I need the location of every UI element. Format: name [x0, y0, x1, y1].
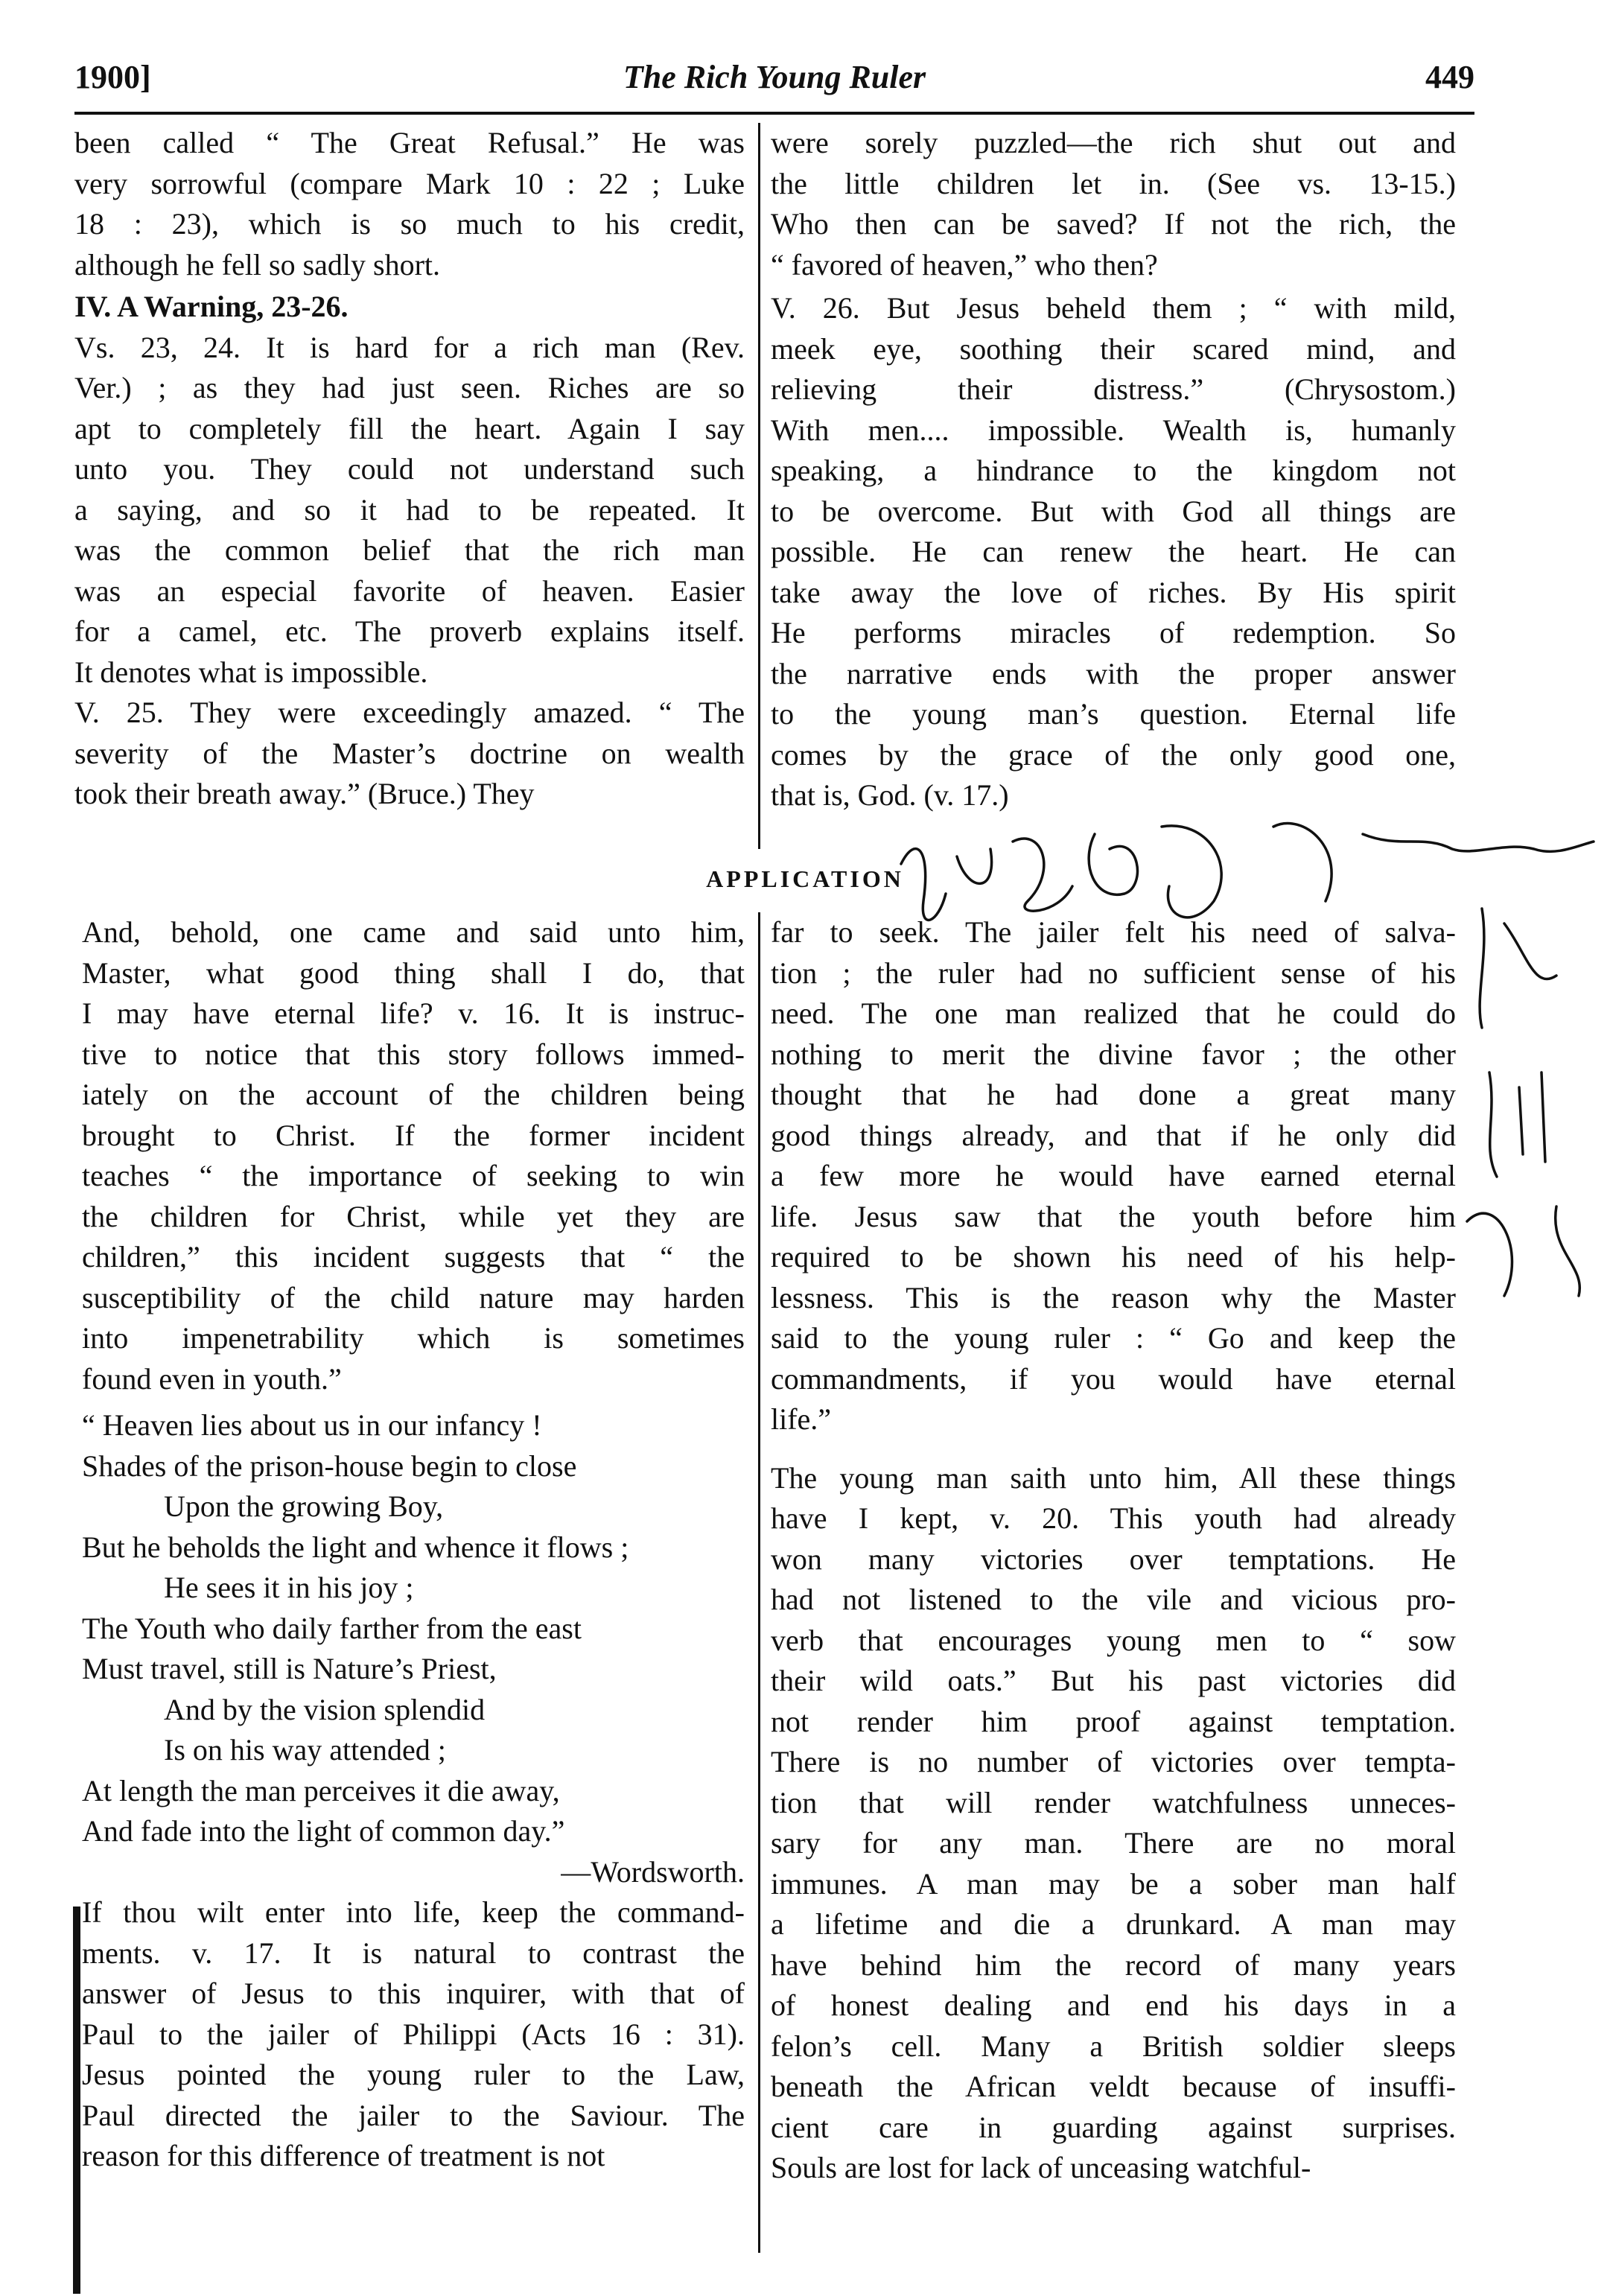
text-line: take away the love of riches. By His spirit: [771, 575, 1456, 609]
text-line: unto you. They could not understand such: [74, 452, 745, 486]
section-iv-paragraph: [74, 328, 745, 693]
text-line: commandments, if you would have eternal: [771, 1361, 1456, 1396]
text-line: thought that he had done a great many: [771, 1078, 1456, 1111]
poem-line: And by the vision splendid: [164, 1692, 486, 1726]
text-line: severity of the Master’s doctrine on wealth: [74, 736, 745, 770]
header-year: 1900]: [74, 59, 151, 95]
text-line: meek eye, soothing their scared mind, and: [771, 331, 1456, 366]
text-line: for a camel, etc. The proverb explains itself.: [74, 614, 745, 648]
text-line: good things already, and that if he only did: [771, 1118, 1456, 1152]
text-line: Paul directed the jailer to the Saviour. The: [82, 2098, 745, 2132]
section-heading: IV. A Warning, 23-26.: [74, 290, 349, 323]
text-line: sary for any man. There are no moral: [771, 1826, 1456, 1860]
text-line: found even in youth.”: [82, 1361, 342, 1396]
poem-line: He sees it in his joy ;: [164, 1571, 414, 1604]
text-line: the children for Christ, while yet they are: [82, 1199, 745, 1233]
application-right-paragraph: [771, 912, 1456, 1440]
upper-right-column: [771, 123, 1456, 816]
text-line: There is no number of victories over tempta-: [771, 1745, 1456, 1778]
binding-shadow: [73, 1907, 80, 2294]
text-line: have behind him the record of many years: [771, 1947, 1456, 1982]
text-line: cient care in guarding against surprises.: [771, 2110, 1456, 2144]
text-line: their wild oats.” But his past victories did: [771, 1664, 1456, 1697]
text-line: a lifetime and die a drunkard. A man may: [771, 1907, 1456, 1941]
text-line: verb that encourages young men to “ sow: [771, 1623, 1456, 1657]
poem-line: At length the man perceives it die away,: [82, 1773, 560, 1807]
text-line: speaking, a hindrance to the kingdom not: [771, 454, 1456, 487]
text-line: Jesus pointed the young ruler to the Law,: [82, 2058, 745, 2091]
text-line: brought to Christ. If the former incident: [82, 1118, 745, 1152]
text-line: tion ; the ruler had no sufficient sense of his: [771, 955, 1456, 990]
application-left-paragraph: [82, 912, 745, 1399]
poem-attribution: —Wordsworth.: [561, 1854, 745, 1889]
poem-line: Must travel, still is Nature’s Priest,: [82, 1652, 497, 1685]
text-line: was the common belief that the rich man: [74, 533, 745, 567]
header-title: The Rich Young Ruler: [623, 59, 926, 95]
text-line: felon’s cell. Many a British soldier sleeps: [771, 2029, 1456, 2063]
application-right-paragraph-2: [771, 1458, 1456, 2189]
text-line: had not listened to the vile and vicious pro-: [771, 1583, 1456, 1616]
text-line: Who then can be saved? If not the rich, the: [771, 207, 1456, 241]
text-line: Vs. 23, 24. It is hard for a rich man (Rev.: [74, 330, 745, 364]
text-line: life.”: [771, 1402, 832, 1436]
application-left-paragraph-2: [82, 1892, 745, 2177]
text-line: tion that will render watchfulness unneces-: [771, 1785, 1456, 1819]
header-divider: [74, 112, 1474, 115]
page-number: 449: [1425, 59, 1474, 95]
text-line: reason for this difference of treatment is not: [82, 2139, 605, 2172]
text-line: tive to notice that this story follows immed-: [82, 1037, 745, 1071]
text-line: answer of Jesus to this inquirer, with that of: [82, 1977, 745, 2010]
text-line: have I kept, v. 20. This youth had already: [771, 1501, 1456, 1535]
text-line: were sorely puzzled—the rich shut out and: [771, 126, 1456, 159]
text-line: comes by the grace of the only good one,: [771, 737, 1456, 772]
text-line: that is, God. (v. 17.): [771, 778, 1009, 812]
text-line: life. Jesus saw that the youth before him: [771, 1199, 1456, 1233]
text-line: susceptibility of the child nature may harden: [82, 1280, 745, 1314]
column-divider: [758, 123, 760, 849]
lower-right-column: [771, 912, 1456, 2189]
text-line: very sorrowful (compare Mark 10 : 22 ; Luke: [74, 166, 745, 200]
upper-left-column: [74, 123, 745, 815]
text-line: With men.... impossible. Wealth is, humanly: [771, 413, 1456, 447]
text-line: The young man saith unto him, All these things: [771, 1460, 1456, 1495]
text-line: V. 25. They were exceedingly amazed. “ The: [74, 696, 745, 729]
poem-line: The Youth who daily farther from the east: [82, 1611, 582, 1645]
text-line: V. 26. But Jesus beheld them ; “ with mild,: [771, 291, 1456, 325]
text-line: If thou wilt enter into life, keep the command-: [82, 1895, 745, 1929]
text-line: into impenetrability which is sometimes: [82, 1321, 745, 1355]
text-line: lessness. This is the reason why the Master: [771, 1280, 1456, 1314]
text-line: He performs miracles of redemption. So: [771, 616, 1456, 649]
text-line: the little children let in. (See vs. 13-15.): [771, 166, 1456, 200]
text-line: need. The one man realized that he could do: [771, 996, 1456, 1030]
text-line: apt to completely fill the heart. Again I say: [74, 411, 745, 445]
poem-line: And fade into the light of common day.”: [82, 1814, 565, 1848]
text-line: ments. v. 17. It is natural to contrast the: [82, 1936, 745, 1970]
poem-line: Upon the growing Boy,: [164, 1489, 444, 1523]
text-line: a saying, and so it had to be repeated. It: [74, 492, 745, 527]
poem-line: Shades of the prison-house begin to close: [82, 1448, 577, 1483]
verse-25-paragraph: [74, 693, 745, 815]
text-line: Master, what good thing shall I do, that: [82, 955, 745, 990]
text-line: won many victories over temptations. He: [771, 1542, 1456, 1576]
text-line: immunes. A man may be a sober man half: [771, 1866, 1456, 1901]
text-line: children,” this incident suggests that “ the: [82, 1240, 745, 1273]
text-line: Paul to the jailer of Philippi (Acts 16 : 31).: [82, 2017, 745, 2051]
text-line: although he fell so sadly short.: [74, 247, 441, 282]
text-line: to the young man’s question. Eternal life: [771, 697, 1456, 731]
text-line: took their breath away.” (Bruce.) They: [74, 777, 535, 810]
application-heading: APPLICATION: [706, 865, 904, 892]
text-line: Souls are lost for lack of unceasing watchful-: [771, 2151, 1311, 2184]
text-line: iately on the account of the children being: [82, 1078, 745, 1111]
poem-line: But he beholds the light and whence it flows ;: [82, 1530, 629, 1564]
text-line: a few more he would have earned eternal: [771, 1159, 1456, 1192]
right-top-paragraph: [771, 123, 1456, 285]
text-line: “ favored of heaven,” who then?: [771, 247, 1158, 282]
text-line: far to seek. The jailer felt his need of salva-: [771, 915, 1456, 949]
text-line: to be overcome. But with God all things are: [771, 494, 1456, 528]
text-line: was an especial favorite of heaven. Easier: [74, 573, 745, 608]
text-line: nothing to merit the divine favor ; the other: [771, 1037, 1456, 1071]
text-line: the narrative ends with the proper answer: [771, 656, 1456, 690]
text-line: beneath the African veldt because of insuffi-: [771, 2070, 1456, 2103]
poem-line: Is on his way attended ;: [164, 1733, 446, 1766]
text-line: of honest dealing and end his days in a: [771, 1988, 1456, 2022]
text-line: been called “ The Great Refusal.” He was: [74, 126, 745, 159]
text-line: It denotes what is impossible.: [74, 655, 428, 689]
wordsworth-poem: [82, 1405, 745, 1852]
text-line: Ver.) ; as they had just seen. Riches are so: [74, 371, 745, 404]
text-line: I may have eternal life? v. 16. It is instruc-: [82, 996, 745, 1030]
text-line: not render him proof against temptation.: [771, 1704, 1456, 1738]
text-line: required to be shown his need of his help-: [771, 1240, 1456, 1273]
text-line: possible. He can renew the heart. He can: [771, 535, 1456, 568]
text-line: And, behold, one came and said unto him,: [82, 915, 745, 949]
text-line: teaches “ the importance of seeking to win: [82, 1159, 745, 1192]
text-line: relieving their distress.” (Chrysostom.): [771, 372, 1456, 406]
running-header: [74, 58, 1474, 110]
poem-line: “ Heaven lies about us in our infancy !: [82, 1408, 542, 1442]
lower-left-column: [82, 912, 745, 2177]
text-line: 18 : 23), which is so much to his credit,: [74, 207, 745, 241]
text-line: said to the young ruler : “ Go and keep the: [771, 1321, 1456, 1355]
left-top-paragraph: [74, 123, 745, 285]
verse-26-paragraph: [771, 288, 1456, 816]
column-divider-lower: [758, 912, 760, 2253]
